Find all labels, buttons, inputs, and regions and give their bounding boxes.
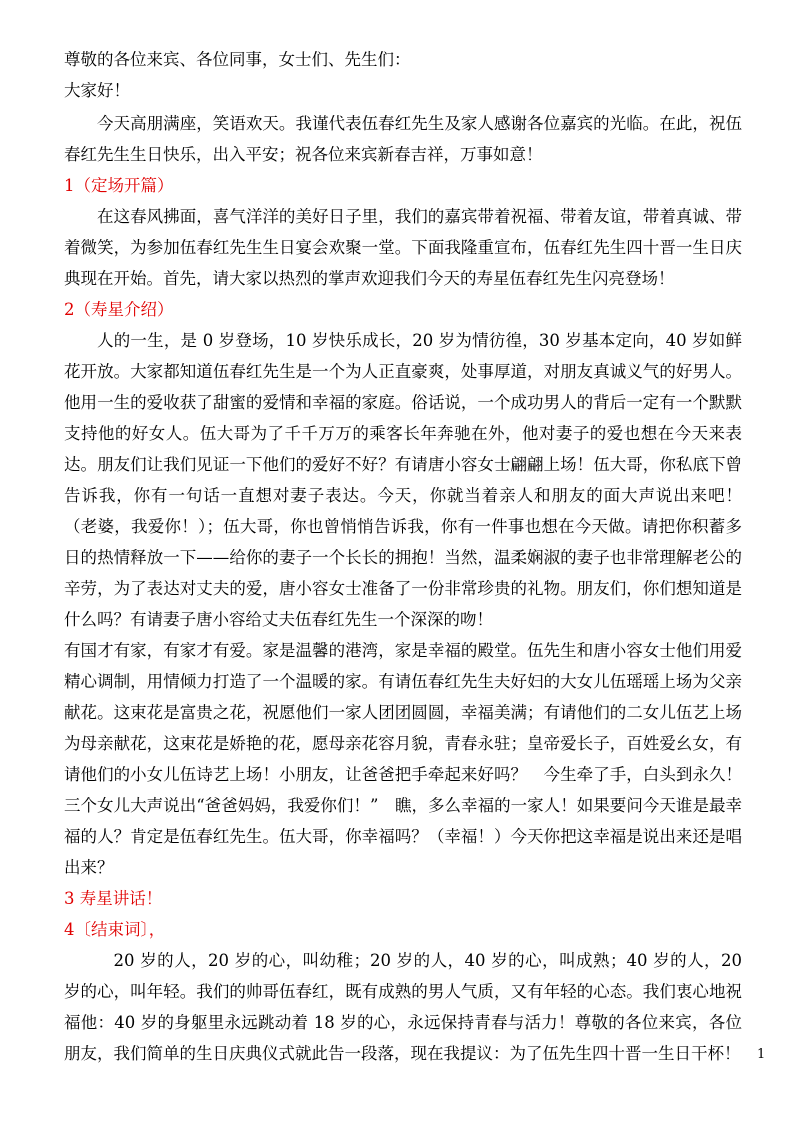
section-heading-closing: 4〔结束词〕， <box>64 920 166 939</box>
opening-paragraph: 在这春风拂面，喜气洋洋的美好日子里，我们的嘉宾带着祝福、带着友谊，带着真诚、带着微笑，为参加伍春红先生生日宴会欢聚一堂。下面我隆重宣布，伍春红先生四十晋一生日庆典现在开始。首先，请大家以热烈的掌声欢迎我们今天的寿星伍春红先生闪亮登场！ <box>64 207 742 288</box>
section-heading-introduction: 2（寿星介绍） <box>64 300 174 319</box>
section-heading-opening: 1（定场开篇） <box>64 176 174 195</box>
section-heading-speech: 3 寿星讲话！ <box>64 889 163 908</box>
closing-paragraph: 20 岁的人，20 岁的心，叫幼稚；20 岁的人，40 岁的心，叫成熟；40 岁的人，20 岁的心，叫年轻。我们的帅哥伍春红，既有成熟的男人气质，又有年轻的心态。我们衷心地祝福他：40 岁的身躯里永远跳动着 18 岁的心，永远保持青春与活力！尊敬的各位来宾，各位朋友，我们简单的生日庆典仪式就此告一段落，现在我提议：为了伍先生四十晋一生日干杯！ <box>64 951 742 1063</box>
introduction-paragraph: 人的一生，是 0 岁登场，10 岁快乐成长，20 岁为情彷徨，30 岁基本定向，40 岁如鲜花开放。大家都知道伍春红先生是一个为人正直豪爽，处事厚道，对朋友真诚义气的好男人。他用一生的爱收获了甜蜜的爱情和幸福的家庭。俗话说，一个成功男人的背后一定有一个默默支持他的好女人。伍大哥为了千千万万的乘客长年奔驰在外，他对妻子的爱也想在今天来表达。朋友们让我们见证一下他们的爱好不好？有请唐小容女士翩翩上场！伍大哥，你私底下曾告诉我，你有一句话一直想对妻子表达。今天，你就当着亲人和朋友的面大声说出来吧！ （老婆，我爱你！）；伍大哥，你也曾悄悄告诉我，你有一件事也想在今天做。请把你积蓄多日的热情释放一下——给你的妻子一个长长的拥抱！当然，温柔娴淑的妻子也非常理解老公的辛劳，为了表达对丈夫的爱，唐小容女士准备了一份非常珍贵的礼物。朋友们，你们想知道是什么吗？有请妻子唐小容给丈夫伍春红先生一个深深的吻！ <box>64 331 775 629</box>
family-paragraph: 有国才有家，有家才有爱。家是温馨的港湾，家是幸福的殿堂。伍先生和唐小容女士他们用爱精心调制，用情倾力打造了一个温暖的家。有请伍春红先生夫好妇的大女儿伍瑶瑶上场为父亲献花。这束花是富贵之花，祝愿他们一家人团团圆圆，幸福美满；有请他们的二女儿伍艺上场为母亲献花，这束花是娇艳的花，愿母亲花容月貌，青春永驻；皇帝爱长子，百姓爱幺女，有请他们的小女儿伍诗艺上场！小朋友，让爸爸把手牵起来好吗？ 今生牵了手，白头到永久！三个女儿大声说出“爸爸妈妈，我爱你们！” 瞧，多么幸福的一家人！如果要问今天谁是最幸福的人？肯定是伍春红先生。伍大哥，你幸福吗？（幸福！）今天你把这幸福是说出来还是唱出来？ <box>64 641 742 877</box>
document-body <box>64 44 775 1069</box>
salutation: 尊敬的各位来宾、各位同事，女士们、先生们： <box>64 50 411 69</box>
greeting: 大家好！ <box>64 81 130 100</box>
intro-paragraph: 今天高朋满座，笑语欢天。我谨代表伍春红先生及家人感谢各位嘉宾的光临。在此，祝伍春红先生生日快乐，出入平安；祝各位来宾新春吉祥，万事如意！ <box>64 114 742 164</box>
page-number: 1 <box>757 1047 766 1062</box>
